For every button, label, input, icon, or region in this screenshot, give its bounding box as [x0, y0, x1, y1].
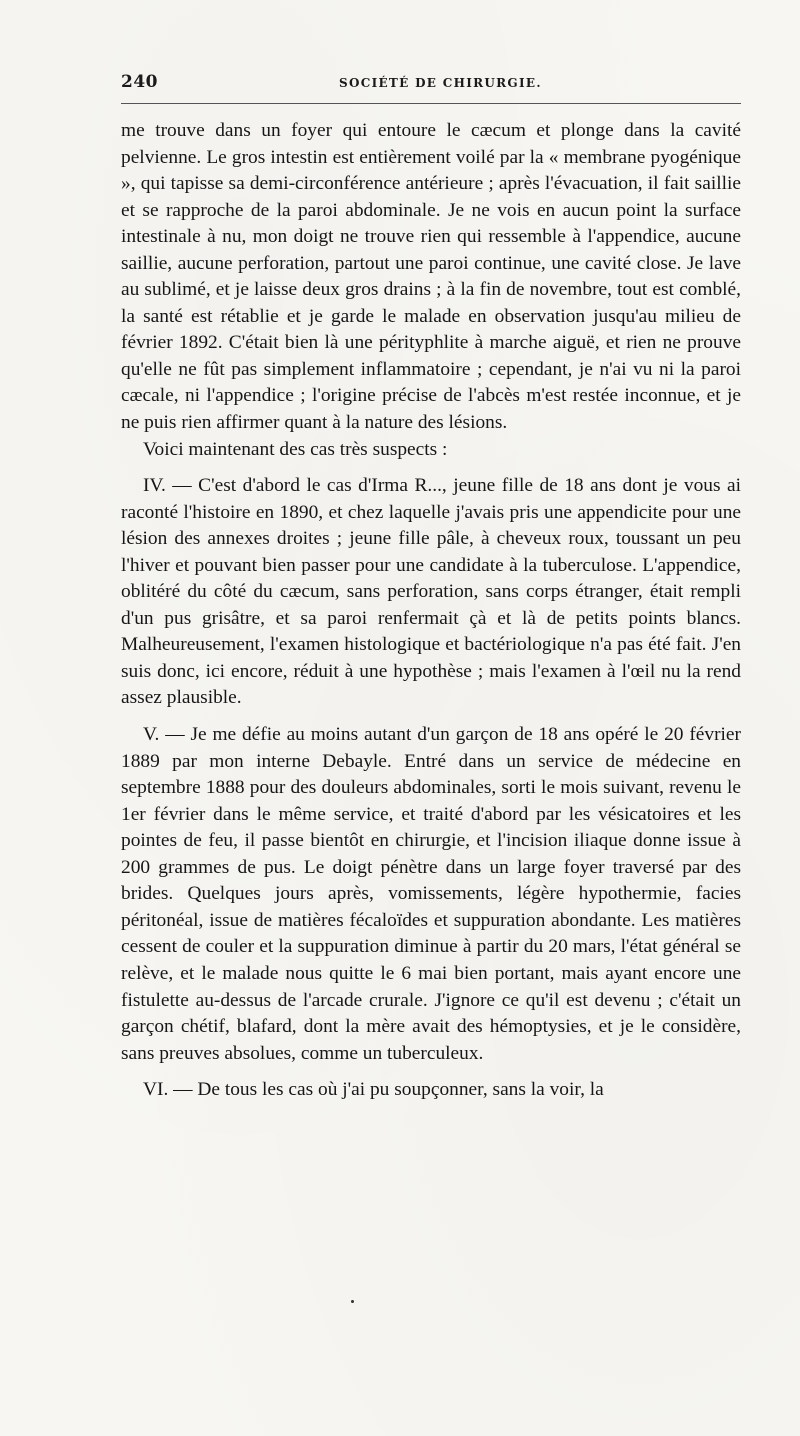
print-speck	[351, 1300, 354, 1303]
paragraph-intro: Voici maintenant des cas très suspects :	[143, 438, 448, 460]
paragraph-case-iv: IV. — C'est d'abord le cas d'Irma R..., jeune fille de 18 ans dont je vous ai raconté l'histoire en 1890, et chez laquelle j'avais pris une appendicite pour une lésion des annexes droites ; jeune fille pâle, à cheveux roux, toussant un peu l'hiver et pouvant bien passer pour une candidate à la tuberculose. L'appendice, oblitéré du côté du cæcum, sans perforation, sans corps étranger, était rempli d'un pus grisâtre, et sa paroi renfermait çà et là de petits points blancs. Malheureusement, l'examen histologique et bactériologique n'a pas été fait. J'en suis donc, ici encore, réduit à une hypothèse ; mais l'examen à l'œil nu la rend assez plausible.	[121, 475, 741, 709]
page-body	[121, 118, 741, 1104]
page-number: 240	[121, 72, 158, 92]
header-rule	[121, 103, 741, 104]
running-head: SOCIÉTÉ DE CHIRURGIE.	[339, 76, 542, 90]
paragraph-continuation: me trouve dans un foyer qui entoure le cæcum et plonge dans la cavité pelvienne. Le gros intestin est entièrement voilé par la « membrane pyogénique », qui tapisse sa demi-circonférence antérieure ; après l'évacuation, il fait saillie et se rapproche de la paroi abdominale. Je ne vois en aucun point la surface intestinale à nu, mon doigt ne trouve rien qui ressemble à l'appendice, aucune saillie, aucune perforation, partout une paroi continue, une cavité close. Je lave au sublimé, et je laisse deux gros drains ; à la fin de novembre, tout est comblé, la santé est rétablie et je garde le malade en observation jusqu'au milieu de février 1892. C'était bien là une pérityphlite à marche aiguë, et rien ne prouve qu'elle ne fût pas simplement inflammatoire ; cependant, je n'ai vu ni la paroi cæcale, ni l'appendice ; l'origine précise de l'abcès m'est restée inconnue, et je ne puis rien affirmer quant à la nature des lésions.	[121, 120, 741, 434]
paragraph-case-v: V. — Je me défie au moins autant d'un garçon de 18 ans opéré le 20 février 1889 par mon interne Debayle. Entré dans un service de médecine en septembre 1888 pour des douleurs abdominales, sorti le mois suivant, revenu le 1er février dans le même service, et traité d'abord par les vésicatoires et les pointes de feu, il passe bientôt en chirurgie, et l'incision iliaque donne issue à 200 grammes de pus. Le doigt pénètre dans un large foyer traversé par des brides. Quelques jours après, vomissements, légère hypothermie, facies péritonéal, issue de matières fécaloïdes et suppuration abondante. Les matières cessent de couler et la suppuration diminue à partir du 20 mars, l'état général se relève, et le malade nous quitte le 6 mai bien portant, mais ayant encore une fistulette au-dessus de l'arcade crurale. J'ignore ce qu'il est devenu ; c'était un garçon chétif, blafard, dont la mère avait des hémoptysies, et je le considère, sans preuves absolues, comme un tuberculeux.	[121, 724, 741, 1064]
paragraph-case-vi: VI. — De tous les cas où j'ai pu soupçonner, sans la voir, la	[143, 1079, 604, 1101]
page-header	[121, 68, 741, 98]
